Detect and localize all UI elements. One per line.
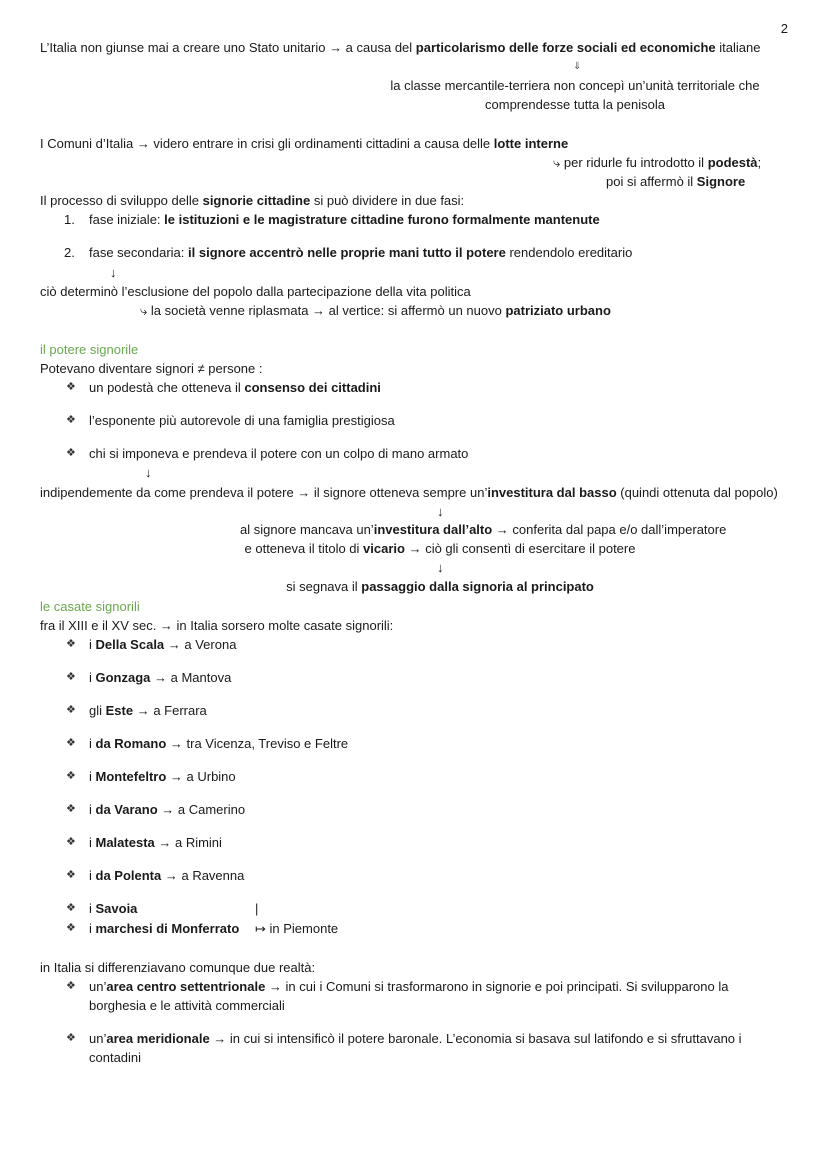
bullet-icon: ❖ (66, 869, 76, 881)
bullet-item: l’esponente più autorevole di una famiglia prestigiosa (89, 413, 395, 428)
bold-text: Signore (696, 174, 746, 189)
section-1-line-2 (240, 521, 727, 538)
text: indipendemente da come prendeva il potere → il signore otteneva sempre un’ (40, 485, 488, 500)
text: → tra Vicenza, Treviso e Feltre (166, 736, 349, 751)
text: un’ (89, 1031, 107, 1046)
text: → a Rimini (154, 835, 222, 850)
bullet-icon: ❖ (66, 704, 76, 716)
text: → a Camerino (157, 802, 246, 817)
text: poi si affermò il (606, 174, 697, 189)
house-item-monferrato (89, 920, 239, 937)
section-heading-casate-signorili: le casate signorili (40, 599, 140, 614)
text: i (89, 736, 96, 751)
text: ⤷ per ridurle fu introdotto il (553, 155, 708, 170)
section-heading-potere-signorile: il potere signorile (40, 342, 139, 357)
house-item (89, 768, 236, 785)
text: ⤷ la società venne riplasmata → al vertice: si affermò un nuovo (140, 303, 506, 318)
text: rendendolo ereditario (505, 245, 633, 260)
bullet-icon: ❖ (66, 1032, 76, 1044)
text: un’ (89, 979, 107, 994)
house-item (89, 801, 245, 818)
bullet-item (89, 379, 381, 396)
paragraph-1-line-3: comprendesse tutta la penisola (485, 97, 665, 112)
house-item (89, 867, 244, 884)
bold-text: passaggio dalla signoria al principato (361, 579, 594, 594)
bold-text: consenso dei cittadini (244, 380, 381, 395)
text: I Comuni d’Italia → videro entrare in crisi gli ordinamenti cittadini a causa delle (40, 136, 494, 151)
bullet-icon: ❖ (66, 902, 76, 914)
bold-text: Savoia (95, 901, 138, 916)
down-arrow: ↓ (437, 560, 444, 575)
text: → a Ferrara (133, 703, 207, 718)
text: fase iniziale: (89, 212, 165, 227)
bold-text: particolarismo delle forze sociali ed economiche (415, 40, 716, 55)
bold-text: area centro settentrionale (106, 979, 266, 994)
text: un podestà che otteneva il (89, 380, 245, 395)
text: fase secondaria: (89, 245, 189, 260)
bullet-icon: ❖ (66, 638, 76, 650)
text: → a Verona (164, 637, 237, 652)
bold-text: Malatesta (95, 835, 155, 850)
text: i (89, 769, 96, 784)
text: si segnava il (286, 579, 362, 594)
phase-2-number: 2. (64, 245, 75, 260)
bullet-icon: ❖ (66, 770, 76, 782)
house-item (89, 735, 348, 752)
connector-bar: | (255, 901, 259, 916)
text: → in cui i Comuni si trasformarono in signorie e poi principati. Si svilupparono la (265, 979, 729, 994)
bullet-icon: ❖ (66, 737, 76, 749)
section-3-intro: in Italia si differenziavano comunque due realtà: (40, 960, 316, 975)
paragraph-2-line-2 (553, 154, 761, 171)
bold-text: Montefeltro (95, 769, 167, 784)
text: i (89, 637, 96, 652)
section-1-line-1 (40, 484, 778, 501)
text: (quindi ottenuta dal popolo) (616, 485, 778, 500)
bold-text: le istituzioni e le magistrature cittadine furono formalmente mantenute (164, 212, 600, 227)
page-number: 2 (780, 21, 788, 36)
bold-text: da Polenta (95, 868, 162, 883)
bold-text: podestà (707, 155, 758, 170)
paragraph-2-line-3 (606, 173, 745, 190)
text: italiane (715, 40, 761, 55)
bold-text: marchesi di Monferrato (95, 921, 240, 936)
house-item (89, 702, 207, 719)
bullet-item: chi si imponeva e prendeva il potere con un colpo di mano armato (89, 446, 469, 461)
house-item (89, 636, 236, 653)
bold-text: Della Scala (95, 637, 165, 652)
text: → a Mantova (150, 670, 232, 685)
paragraph-1-line-2: la classe mercantile-terriera non concepì un’unità territoriale che (390, 78, 760, 93)
phase-1 (89, 211, 600, 228)
section-1-intro: Potevano diventare signori ≠ persone : (40, 361, 263, 376)
bold-text: il signore accentrò nelle proprie mani tutto il potere (188, 245, 506, 260)
bold-text: patriziato urbano (505, 303, 611, 318)
bullet-icon: ❖ (66, 980, 76, 992)
text: e otteneva il titolo di (244, 541, 364, 556)
bold-text: area meridionale (106, 1031, 210, 1046)
bullet-icon: ❖ (66, 803, 76, 815)
text: → conferita dal papa e/o dall’imperatore (492, 522, 727, 537)
text: → in cui si intensificò il potere baronale. L’economia si basava sul latifondo e si sfruttavano i (209, 1031, 742, 1046)
text: i (89, 835, 96, 850)
down-arrow: ↓ (437, 504, 444, 519)
down-arrow: ↓ (145, 465, 152, 480)
area-south-line-1 (89, 1030, 742, 1047)
text: L’Italia non giunse mai a creare uno Stato unitario → a causa del (40, 40, 416, 55)
text: al signore mancava un’ (240, 522, 374, 537)
bullet-icon: ❖ (66, 836, 76, 848)
text: i (89, 901, 96, 916)
paragraph-1-line-1 (40, 39, 760, 56)
text: i (89, 802, 96, 817)
paragraph-2-line-1 (40, 135, 568, 152)
piemonte-label: ↦ in Piemonte (255, 921, 339, 936)
paragraph-3-line-4: ciò determinò l’esclusione del popolo dalla partecipazione della vita politica (40, 284, 471, 299)
bullet-icon: ❖ (66, 414, 76, 426)
section-2-intro: fra il XIII e il XV sec. → in Italia sorsero molte casate signorili: (40, 618, 394, 633)
bold-text: lotte interne (493, 136, 569, 151)
area-south-line-2: contadini (89, 1050, 142, 1065)
bold-text: da Romano (95, 736, 167, 751)
text: → a Urbino (166, 769, 236, 784)
phase-2 (89, 244, 632, 261)
bold-text: vicario (363, 541, 405, 556)
area-north-line-1 (89, 978, 728, 995)
text: → a Ravenna (161, 868, 245, 883)
text: i (89, 868, 96, 883)
down-arrow: ↓ (110, 265, 117, 280)
text: i (89, 921, 96, 936)
bold-text: investitura dall’alto (373, 522, 493, 537)
bold-text: Gonzaga (95, 670, 151, 685)
bullet-icon: ❖ (66, 671, 76, 683)
text: → ciò gli consentì di esercitare il potere (404, 541, 636, 556)
phase-1-number: 1. (64, 212, 75, 227)
double-down-arrow: ⇓ (573, 61, 582, 72)
bold-text: Este (105, 703, 134, 718)
bold-text: signorie cittadine (202, 193, 311, 208)
section-1-line-4 (240, 578, 640, 595)
house-item (89, 669, 231, 686)
house-item-savoia (89, 900, 137, 917)
bold-text: investitura dal basso (487, 485, 617, 500)
house-item (89, 834, 222, 851)
paragraph-3-line-5 (140, 302, 611, 319)
area-north-line-2: borghesia e le attività commerciali (89, 998, 285, 1013)
text: si può dividere in due fasi: (310, 193, 465, 208)
section-1-line-3 (240, 540, 640, 557)
text: i (89, 670, 96, 685)
bullet-icon: ❖ (66, 381, 76, 393)
bullet-icon: ❖ (66, 922, 76, 934)
bullet-icon: ❖ (66, 447, 76, 459)
text: Il processo di sviluppo delle (40, 193, 203, 208)
text: ; (757, 155, 762, 170)
bold-text: da Varano (95, 802, 158, 817)
text: gli (89, 703, 106, 718)
phases-intro (40, 192, 464, 209)
